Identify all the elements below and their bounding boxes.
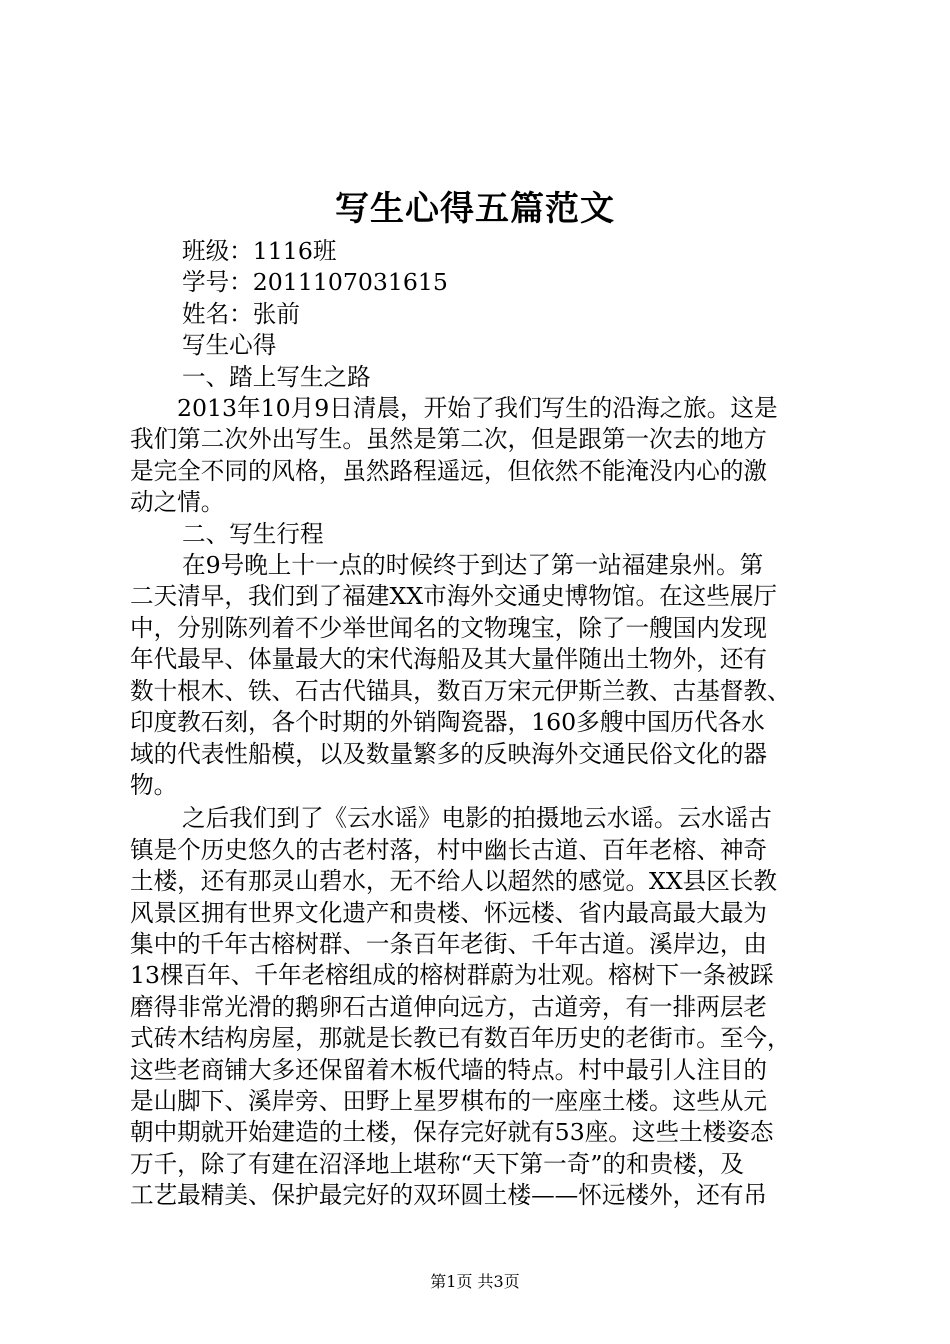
paragraph-line: 之后我们到了《云水谣》电影的拍摄地云水谣。云水谣古 [182, 804, 772, 833]
paragraph-line: 印度教石刻，各个时期的外销陶瓷器，160多艘中国历代各水 [130, 708, 765, 737]
paragraph-line: 物。 [130, 770, 178, 799]
page-footer: 第1页 共3页 [430, 1272, 520, 1291]
paragraph-line: 在9号晚上十一点的时候终于到达了第一站福建泉州。第 [182, 551, 764, 580]
paragraph-line: 13棵百年、千年老榕组成的榕树群蔚为壮观。榕树下一条被踩 [130, 961, 774, 990]
paragraph-line: 土楼，还有那灵山碧水，无不给人以超然的感觉。XX县区长教 [130, 867, 778, 896]
paragraph-line: 年代最早、体量最大的宋代海船及其大量伴随出土物外，还有 [130, 645, 768, 674]
paragraph-line: 式砖木结构房屋，那就是长教已有数百年历史的老街市。至今， [130, 1024, 791, 1053]
paragraph-line: 工艺最精美、保护最完好的双环圆土楼——怀远楼外，还有吊 [130, 1181, 768, 1210]
paragraph-line: 这些老商铺大多还保留着木板代墙的特点。村中最引人注目的 [130, 1055, 768, 1084]
paragraph-line: 数十根木、铁、石古代锚具，数百万宋元伊斯兰教、古基督教、 [130, 676, 791, 705]
section-heading-2: 二、写生行程 [182, 519, 324, 548]
name-line: 姓名：张前 [182, 299, 300, 328]
paragraph-line: 镇是个历史悠久的古老村落，村中幽长古道、百年老榕、神奇 [130, 835, 768, 864]
paragraph-line: 朝中期就开始建造的土楼，保存完好就有53座。这些土楼姿态 [130, 1118, 774, 1147]
student-id-line: 学号：2011107031615 [182, 268, 448, 297]
paragraph-line: 域的代表性船模，以及数量繁多的反映海外交通民俗文化的器 [130, 739, 768, 768]
paragraph-line: 动之情。 [130, 488, 225, 517]
paragraph-line: 2013年10月9日清晨，开始了我们写生的沿海之旅。这是 [177, 394, 778, 423]
paragraph-line: 二天清早，我们到了福建XX市海外交通史博物馆。在这些展厅 [130, 582, 778, 611]
paragraph-line: 中，分别陈列着不少举世闻名的文物瑰宝，除了一艘国内发现 [130, 613, 768, 642]
paragraph-line: 万千，除了有建在沼泽地上堪称“天下第一奇”的和贵楼，及 [130, 1149, 744, 1178]
document-body [130, 236, 842, 1212]
paragraph-line: 是完全不同的风格，虽然路程遥远，但依然不能淹没内心的激 [130, 456, 768, 485]
subtitle: 写生心得 [182, 331, 277, 360]
document-title: 写生心得五篇范文 [335, 189, 615, 229]
paragraph-line: 我们第二次外出写生。虽然是第二次，但是跟第一次去的地方 [130, 425, 768, 454]
paragraph-line: 集中的千年古榕树群、一条百年老街、千年古道。溪岸边，由 [130, 929, 768, 958]
paragraph-line: 风景区拥有世界文化遗产和贵楼、怀远楼、省内最高最大最为 [130, 898, 768, 927]
section-heading-1: 一、踏上写生之路 [182, 362, 371, 391]
paragraph-line: 磨得非常光滑的鹅卵石古道伸向远方，古道旁，有一排两层老 [130, 992, 768, 1021]
paragraph-line: 是山脚下、溪岸旁、田野上星罗棋布的一座座土楼。这些从元 [130, 1086, 768, 1115]
class-info-line: 班级：1116班 [182, 237, 337, 265]
